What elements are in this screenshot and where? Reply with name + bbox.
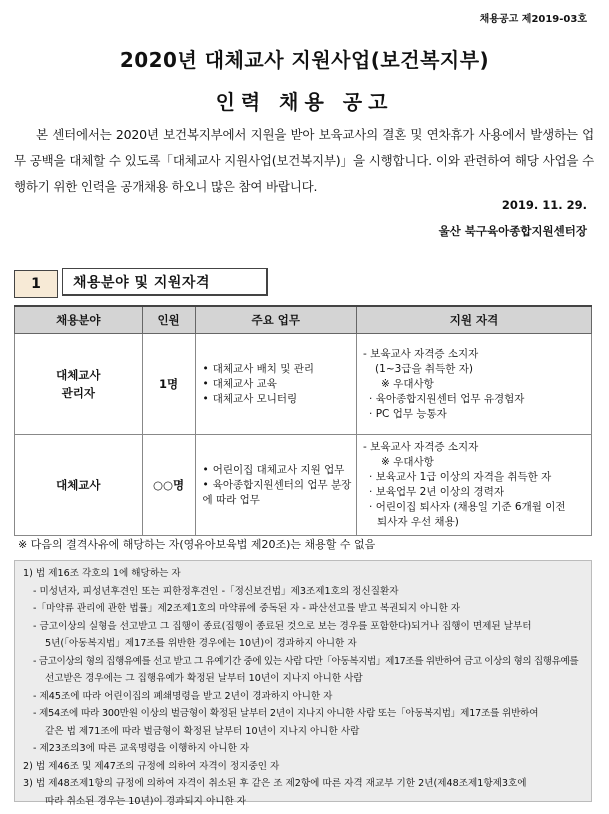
duty-item: • 대체교사 교육 [203, 377, 356, 392]
qualification-line: 퇴사자 우선 채용) [377, 516, 459, 528]
duty-item: • 대체교사 모니터링 [203, 392, 356, 407]
field-cell [15, 435, 143, 536]
disqualification-item: -「마약류 관리에 관한 법률」제2조제1호의 마약류에 중독된 자 - 파산선고를 받고 복권되지 아니한 자 [33, 603, 461, 614]
disqualification-item: 3) 법 제48조제1항의 규정에 의하여 자격이 취소된 후 같은 조 제2항에 따른 자격 재교부 기한 2년(제48조제1항제3호에 [23, 778, 527, 789]
duties-cell [195, 435, 357, 536]
disqualification-item: 같은 법 제71조에 따라 벌금형이 확정된 날부터 10년이 지나지 아니한 사람 [45, 725, 360, 737]
duty-item: • 육아종합지원센터의 업무 분장에 따라 업무 [203, 478, 356, 508]
qualification-line: · 어린이집 퇴사자 (채용일 기준 6개월 이전 [369, 501, 566, 513]
qualification-line: - 보육교사 자격증 소지자 [363, 441, 479, 453]
disqualification-notice: ※ 다음의 결격사유에 해당하는 자(영유아보육법 제20조)는 채용할 수 없음 [18, 538, 376, 551]
qualifications-cell [357, 334, 592, 435]
count-cell: 1명 [142, 334, 195, 435]
disqualification-item: 따라 취소된 경우는 10년)이 경과되지 아니한 자 [45, 795, 247, 807]
section-title: 채용분야 및 지원자격 [62, 268, 268, 296]
disqualification-item: 2) 법 제46조 및 제47조의 규정에 의하여 자격이 정지중인 자 [23, 760, 280, 772]
header-field: 채용분야 [15, 306, 143, 334]
qualification-line: · PC 업무 능통자 [369, 407, 447, 420]
disqualification-box [14, 560, 592, 807]
disqualification-item: 1) 법 제16조 각호의 1에 해당하는 자 [23, 568, 181, 579]
table-header-row [15, 306, 592, 334]
field-name: 대체교사 관리자 [56, 368, 101, 400]
disqualification-item: - 제54조에 따라 300만원 이상의 벌금형이 확정된 날부터 2년이 지나지 아니한 사람 또는「아동복지법」제17조를 위반하여 [33, 708, 539, 719]
duty-item: • 대체교사 배치 및 관리 [203, 362, 356, 377]
disqualification-item: 선고받은 경우에는 그 집행유예가 확정된 날부터 10년이 지나지 아니한 사람 [45, 673, 363, 684]
disqualification-item: - 제23조의3에 따른 교육명령을 이행하지 아니한 자 [33, 743, 250, 754]
notice-number: 채용공고 제2019-03호 [479, 14, 587, 25]
qualification-line: - 보육교사 자격증 소지자 [363, 347, 479, 360]
qualification-line: · 보육교사 1급 이상의 자격을 취득한 자 [369, 471, 552, 483]
page-subtitle: 인력 채용 공고 [215, 90, 394, 114]
section-number: 1 [14, 270, 58, 298]
announcement-date: 2019. 11. 29. [501, 198, 587, 212]
qualification-line: · 보육업무 2년 이상의 경력자 [369, 486, 504, 498]
disqualification-item: - 금고이상의 실형을 선고받고 그 집행이 종료(집행이 종료된 것으로 보는 경우를 포함한다)되거나 집행이 면제된 날부터 [33, 620, 532, 632]
header-qualifications: 지원 자격 [357, 306, 592, 334]
organization-name: 울산 북구육아종합지원센터장 [438, 224, 587, 238]
qualifications-cell [357, 435, 592, 536]
page-title: 2020년 대체교사 지원사업(보건복지부) [119, 48, 490, 72]
header-count: 인원 [142, 306, 195, 334]
table-row [15, 334, 592, 435]
count-cell: ○○명 [142, 435, 195, 536]
header-duties: 주요 업무 [195, 306, 357, 334]
field-name: 대체교사 [56, 478, 101, 492]
disqualification-item: - 미성년자, 피성년후견인 또는 피한정후견인 -「정신보건법」제3조제1호의 정신질환자 [33, 585, 399, 597]
intro-text: 본 센터에서는 2020년 보건복지부에서 지원을 받아 보육교사의 결혼 및 연차휴가 사용에서 발생하는 업무 공백을 대체할 수 있도록「대체교사 지원사업(보건복지부)」을 시행합니다. 이와 관련하여 해당 사업을 수행하기 위한 인력을 공개채용 하오니 많은 참여 바랍니다. [14, 127, 594, 194]
field-cell [15, 334, 143, 435]
intro-paragraph [14, 122, 594, 200]
disqualification-item: - 제45조에 따라 어린이집의 폐쇄명령을 받고 2년이 경과하지 아니한 자 [33, 690, 333, 702]
duty-item: • 어린이집 대체교사 지원 업무 [203, 463, 356, 478]
disqualification-item: - 금고이상의 형의 집행유예를 선고 받고 그 유예기간 중에 있는 사람 다만「아동복지법」제17조를 위반하여 금고 이상의 형의 집행유예를 [33, 655, 579, 667]
disqualification-item: 5년(「아동복지법」제17조를 위반한 경우에는 10년)이 경과하지 아니한 자 [45, 638, 357, 649]
qualification-line: · 육아종합지원센터 업무 유경험자 [369, 392, 525, 405]
qualification-line: ※ 우대사항 [381, 377, 434, 390]
qualification-line: ※ 우대사항 [381, 456, 434, 468]
table-row [15, 435, 592, 536]
recruitment-table [14, 305, 592, 536]
duties-cell [195, 334, 357, 435]
qualification-line: (1~3급을 취득한 자) [375, 362, 473, 375]
